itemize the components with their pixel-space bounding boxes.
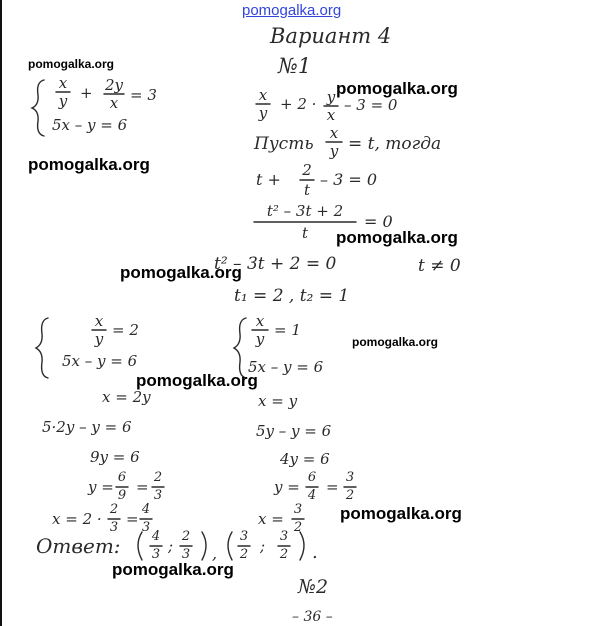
problem-1-label: №1 bbox=[278, 54, 312, 78]
eq1-rhs: = 3 bbox=[130, 86, 157, 104]
watermark-top[interactable]: pomogalka.org bbox=[242, 2, 342, 19]
ans-b-d1: 2 bbox=[239, 547, 249, 562]
r2: 5x – y = 6 bbox=[248, 358, 324, 376]
eq1-num2: 2y bbox=[104, 76, 124, 94]
l5: 9y = 6 bbox=[90, 448, 140, 466]
watermark: pomogalka.org bbox=[28, 155, 150, 174]
r6-n2: 3 bbox=[345, 470, 355, 485]
ans-b-sep: ; bbox=[260, 537, 266, 555]
s2-let: Пусть bbox=[254, 134, 314, 154]
answer-paren-open-2 bbox=[228, 532, 232, 560]
r7-pre: x = bbox=[258, 510, 284, 528]
eq1-den2: x bbox=[109, 94, 119, 112]
r1-rhs: = 1 bbox=[274, 321, 301, 339]
l1-rhs: = 2 bbox=[112, 321, 139, 339]
r3: x = y bbox=[258, 392, 298, 410]
eq1-den1: y bbox=[58, 92, 68, 110]
answer-label: Ответ: bbox=[36, 534, 121, 558]
r6-pre: y = bbox=[274, 478, 300, 496]
s1-den-b: x bbox=[326, 106, 336, 124]
l7-n2: 4 bbox=[141, 502, 151, 517]
l3: x = 2y bbox=[102, 388, 151, 406]
ans-end: . bbox=[312, 542, 318, 563]
ans-b-n2: 3 bbox=[279, 529, 289, 544]
r6-n1: 6 bbox=[307, 470, 317, 485]
r1-den: y bbox=[255, 330, 265, 348]
answer-paren-open-1 bbox=[138, 532, 142, 560]
watermark: pomogalka.org bbox=[336, 228, 458, 247]
variant-heading: Вариант 4 bbox=[270, 24, 392, 48]
r5: 4y = 6 bbox=[280, 450, 330, 468]
s3-num: 2 bbox=[302, 161, 312, 179]
ans-a-d2: 3 bbox=[181, 547, 191, 562]
problem-2-label: №2 bbox=[298, 576, 329, 598]
r7-n: 3 bbox=[293, 502, 303, 517]
s1-num-b: y bbox=[326, 88, 336, 106]
l6-d1: 9 bbox=[117, 488, 127, 503]
left-case-brace bbox=[36, 318, 48, 378]
r6-d1: 4 bbox=[307, 488, 317, 503]
system-brace bbox=[32, 80, 44, 136]
l7-mid: = bbox=[126, 510, 139, 528]
l6-n2: 2 bbox=[153, 470, 163, 485]
s4-post: = 0 bbox=[364, 212, 393, 231]
l6-n1: 6 bbox=[117, 470, 127, 485]
ans-a-d1: 3 bbox=[151, 547, 161, 562]
s1-den-a: y bbox=[258, 104, 268, 122]
s4-den: t bbox=[301, 224, 309, 242]
l7-n1: 2 bbox=[109, 502, 119, 517]
r6-mid: = bbox=[326, 478, 339, 496]
r1-num: x bbox=[255, 312, 265, 330]
s5-quadratic: t² – 3t + 2 = 0 bbox=[214, 254, 337, 274]
l2: 5x – y = 6 bbox=[62, 352, 138, 370]
ans-b-n1: 3 bbox=[239, 529, 249, 544]
s2-then: = t, тогда bbox=[348, 134, 442, 154]
watermark: pomogalka.org bbox=[336, 79, 458, 98]
eq1-plus: + bbox=[80, 84, 93, 102]
l6-d2: 3 bbox=[153, 488, 163, 503]
answer-paren-close-2 bbox=[300, 532, 304, 560]
ans-a-n2: 2 bbox=[181, 529, 191, 544]
watermark: pomogalka.org bbox=[120, 263, 242, 282]
watermark: pomogalka.org bbox=[112, 560, 234, 579]
answer-paren-close-1 bbox=[202, 532, 206, 560]
l1-num: x bbox=[94, 312, 104, 330]
s3-pre: t + bbox=[256, 170, 281, 189]
s1-num-a: x bbox=[258, 86, 268, 104]
l4: 5·2y – y = 6 bbox=[42, 418, 132, 436]
watermark: pomogalka.org bbox=[136, 371, 258, 390]
s4-num: t² – 3t + 2 bbox=[266, 202, 344, 220]
s2-num: x bbox=[329, 124, 339, 142]
eq2: 5x – y = 6 bbox=[52, 116, 128, 134]
l7-pre: x = 2 · bbox=[52, 510, 102, 528]
s1-mid: + 2 · bbox=[280, 95, 317, 113]
watermark: pomogalka.org bbox=[352, 335, 439, 349]
l7-d1: 3 bbox=[109, 520, 119, 535]
l6-mid: = bbox=[136, 478, 149, 496]
s3-den: t bbox=[303, 181, 311, 199]
s1-rhs: – 3 = 0 bbox=[344, 96, 398, 114]
r7-d: 2 bbox=[293, 520, 303, 535]
r4: 5y – y = 6 bbox=[256, 422, 332, 440]
l6-pre: y = bbox=[88, 478, 114, 496]
s6-roots: t₁ = 2 , t₂ = 1 bbox=[234, 286, 350, 306]
l7-d2: 3 bbox=[141, 520, 151, 535]
watermark: pomogalka.org bbox=[28, 57, 115, 71]
watermark: pomogalka.org bbox=[340, 504, 462, 523]
ans-b-d2: 2 bbox=[279, 547, 289, 562]
s5-condition: t ≠ 0 bbox=[418, 256, 461, 276]
s2-den: y bbox=[329, 142, 339, 160]
ans-comma: , bbox=[212, 544, 218, 563]
l1-den: y bbox=[94, 330, 104, 348]
ans-a-n1: 4 bbox=[151, 529, 161, 544]
eq1-num1: x bbox=[58, 74, 68, 92]
ans-a-sep: ; bbox=[168, 537, 174, 555]
page-number: – 36 – bbox=[292, 609, 333, 625]
right-case-brace bbox=[234, 318, 246, 378]
s3-post: – 3 = 0 bbox=[320, 170, 378, 189]
r6-d2: 2 bbox=[345, 488, 355, 503]
